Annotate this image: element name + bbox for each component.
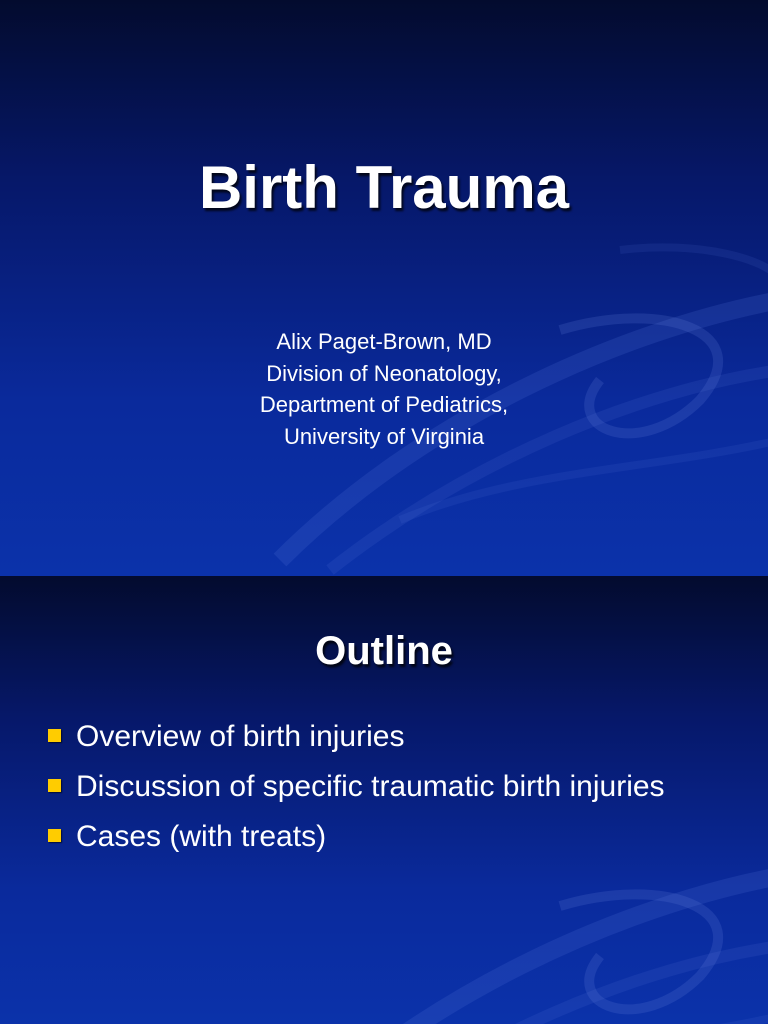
square-bullet-icon bbox=[48, 779, 61, 792]
author-division: Division of Neonatology, bbox=[266, 360, 502, 386]
square-bullet-icon bbox=[48, 829, 61, 842]
author-block bbox=[0, 326, 768, 452]
list-item bbox=[48, 716, 738, 757]
outline-slide bbox=[0, 576, 768, 1024]
slide-title: Birth Trauma bbox=[198, 154, 570, 221]
list-item-text: Discussion of specific traumatic birth injuries bbox=[76, 770, 665, 803]
outline-list bbox=[48, 716, 738, 866]
author-university: University of Virginia bbox=[283, 423, 485, 449]
list-item-text: Cases (with treats) bbox=[76, 820, 327, 853]
slide-title: Outline bbox=[315, 629, 453, 673]
list-item bbox=[48, 766, 738, 807]
author-department: Department of Pediatrics, bbox=[259, 392, 509, 417]
square-bullet-icon bbox=[48, 729, 61, 742]
list-item-text: Overview of birth injuries bbox=[76, 720, 405, 753]
list-item bbox=[48, 816, 738, 857]
author-name: Alix Paget-Brown, MD bbox=[276, 329, 492, 354]
